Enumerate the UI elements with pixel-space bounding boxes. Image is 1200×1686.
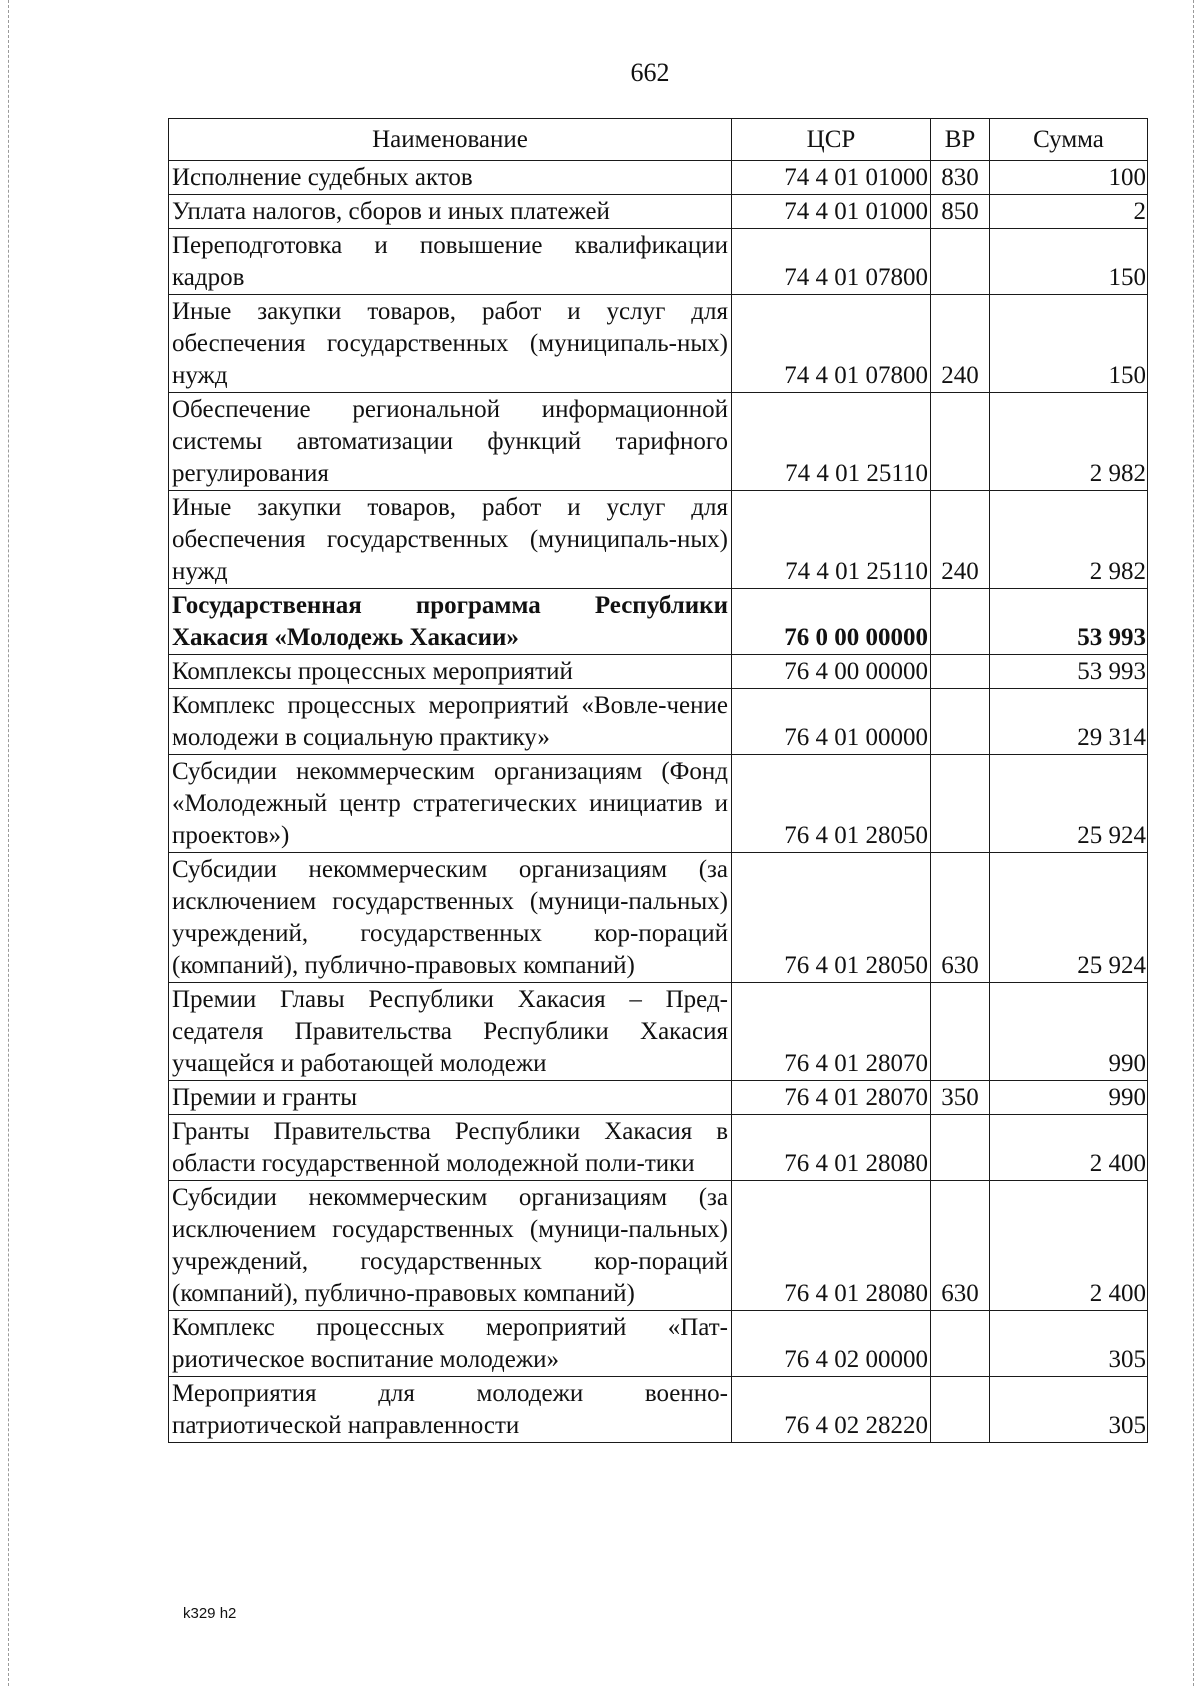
row-name-cell: Государственная программа Республики Хакасия «Молодежь Хакасии» — [169, 589, 732, 655]
row-csr-cell: 76 4 01 00000 — [732, 689, 931, 755]
table-row — [169, 655, 1148, 689]
row-sum-cell: 2 — [990, 195, 1148, 229]
table-row — [169, 393, 1148, 491]
row-name-cell: Гранты Правительства Республики Хакасия в области государственной молодежной поли-тики — [169, 1115, 732, 1181]
header-csr: ЦСР — [732, 119, 931, 161]
row-vr-cell — [931, 1377, 990, 1443]
row-csr-cell: 74 4 01 25110 — [732, 491, 931, 589]
row-csr-cell: 76 4 02 28220 — [732, 1377, 931, 1443]
row-name-cell: Обеспечение региональной информационной системы автоматизации функций тарифного регулирования — [169, 393, 732, 491]
row-name-cell: Комплексы процессных мероприятий — [169, 655, 732, 689]
table-row — [169, 195, 1148, 229]
row-sum-cell: 150 — [990, 295, 1148, 393]
row-csr-cell: 76 4 02 00000 — [732, 1311, 931, 1377]
row-vr-cell — [931, 983, 990, 1081]
row-vr-cell — [931, 1115, 990, 1181]
table-row — [169, 755, 1148, 853]
row-csr-cell: 76 4 01 28050 — [732, 853, 931, 983]
budget-table — [168, 118, 1148, 1443]
row-sum-cell: 53 993 — [990, 589, 1148, 655]
row-csr-cell: 76 4 01 28050 — [732, 755, 931, 853]
row-vr-cell: 850 — [931, 195, 990, 229]
row-vr-cell — [931, 393, 990, 491]
row-vr-cell: 350 — [931, 1081, 990, 1115]
row-vr-cell — [931, 1311, 990, 1377]
row-name-cell: Субсидии некоммерческим организациям (Фонд «Молодежный центр стратегических инициатив и проектов») — [169, 755, 732, 853]
table-row — [169, 229, 1148, 295]
row-name-cell: Комплекс процессных мероприятий «Вовле-чение молодежи в социальную практику» — [169, 689, 732, 755]
row-csr-cell: 76 4 01 28080 — [732, 1181, 931, 1311]
row-vr-cell: 630 — [931, 853, 990, 983]
row-csr-cell: 74 4 01 25110 — [732, 393, 931, 491]
table-row — [169, 161, 1148, 195]
table-row — [169, 1081, 1148, 1115]
row-vr-cell — [931, 755, 990, 853]
row-csr-cell: 76 0 00 00000 — [732, 589, 931, 655]
row-name-cell: Комплекс процессных мероприятий «Пат-риотическое воспитание молодежи» — [169, 1311, 732, 1377]
row-csr-cell: 76 4 01 28070 — [732, 1081, 931, 1115]
row-csr-cell: 74 4 01 01000 — [732, 161, 931, 195]
header-row — [169, 119, 1148, 161]
table-row — [169, 983, 1148, 1081]
row-sum-cell: 2 400 — [990, 1181, 1148, 1311]
row-vr-cell: 240 — [931, 295, 990, 393]
row-name-cell: Уплата налогов, сборов и иных платежей — [169, 195, 732, 229]
row-sum-cell: 990 — [990, 983, 1148, 1081]
row-csr-cell: 74 4 01 07800 — [732, 229, 931, 295]
row-sum-cell: 53 993 — [990, 655, 1148, 689]
header-vr: ВР — [931, 119, 990, 161]
row-sum-cell: 25 924 — [990, 853, 1148, 983]
row-name-cell: Иные закупки товаров, работ и услуг для обеспечения государственных (муниципаль-ных) нужд — [169, 295, 732, 393]
table-row — [169, 589, 1148, 655]
row-csr-cell: 74 4 01 07800 — [732, 295, 931, 393]
row-sum-cell: 990 — [990, 1081, 1148, 1115]
row-vr-cell — [931, 589, 990, 655]
row-sum-cell: 2 982 — [990, 393, 1148, 491]
row-name-cell: Премии и гранты — [169, 1081, 732, 1115]
row-name-cell: Иные закупки товаров, работ и услуг для обеспечения государственных (муниципаль-ных) нужд — [169, 491, 732, 589]
row-vr-cell — [931, 689, 990, 755]
row-sum-cell: 2 400 — [990, 1115, 1148, 1181]
row-name-cell: Премии Главы Республики Хакасия – Пред-седателя Правительства Республики Хакасия учащейся и работающей молодежи — [169, 983, 732, 1081]
row-sum-cell: 305 — [990, 1377, 1148, 1443]
table-row — [169, 491, 1148, 589]
scan-edge-left — [8, 0, 9, 1686]
row-vr-cell: 830 — [931, 161, 990, 195]
row-name-cell: Субсидии некоммерческим организациям (за исключением государственных (муници-пальных) учреждений, государственных кор-пораций (компаний), публично-правовых компаний) — [169, 853, 732, 983]
page-number: 662 — [630, 58, 670, 87]
row-vr-cell — [931, 229, 990, 295]
row-csr-cell: 74 4 01 01000 — [732, 195, 931, 229]
row-sum-cell: 150 — [990, 229, 1148, 295]
row-csr-cell: 76 4 01 28070 — [732, 983, 931, 1081]
scan-edge-right — [1193, 0, 1194, 1686]
table-row — [169, 1377, 1148, 1443]
row-name-cell: Переподготовка и повышение квалификации кадров — [169, 229, 732, 295]
row-sum-cell: 29 314 — [990, 689, 1148, 755]
table-row — [169, 295, 1148, 393]
row-name-cell: Исполнение судебных актов — [169, 161, 732, 195]
row-csr-cell: 76 4 00 00000 — [732, 655, 931, 689]
row-vr-cell: 630 — [931, 1181, 990, 1311]
table-row — [169, 1311, 1148, 1377]
footer-code: k329 h2 — [183, 1605, 237, 1622]
row-csr-cell: 76 4 01 28080 — [732, 1115, 931, 1181]
row-name-cell: Субсидии некоммерческим организациям (за исключением государственных (муници-пальных) учреждений, государственных кор-пораций (компаний), публично-правовых компаний) — [169, 1181, 732, 1311]
row-name-cell: Мероприятия для молодежи военно-патриотической направленности — [169, 1377, 732, 1443]
row-sum-cell: 2 982 — [990, 491, 1148, 589]
table-body — [169, 161, 1148, 1443]
header-sum: Сумма — [990, 119, 1148, 161]
table-row — [169, 1181, 1148, 1311]
table-row — [169, 1115, 1148, 1181]
row-sum-cell: 25 924 — [990, 755, 1148, 853]
table-row — [169, 853, 1148, 983]
table-row — [169, 689, 1148, 755]
row-sum-cell: 305 — [990, 1311, 1148, 1377]
row-vr-cell: 240 — [931, 491, 990, 589]
header-name: Наименование — [169, 119, 732, 161]
row-sum-cell: 100 — [990, 161, 1148, 195]
row-vr-cell — [931, 655, 990, 689]
table-header — [169, 119, 1148, 161]
